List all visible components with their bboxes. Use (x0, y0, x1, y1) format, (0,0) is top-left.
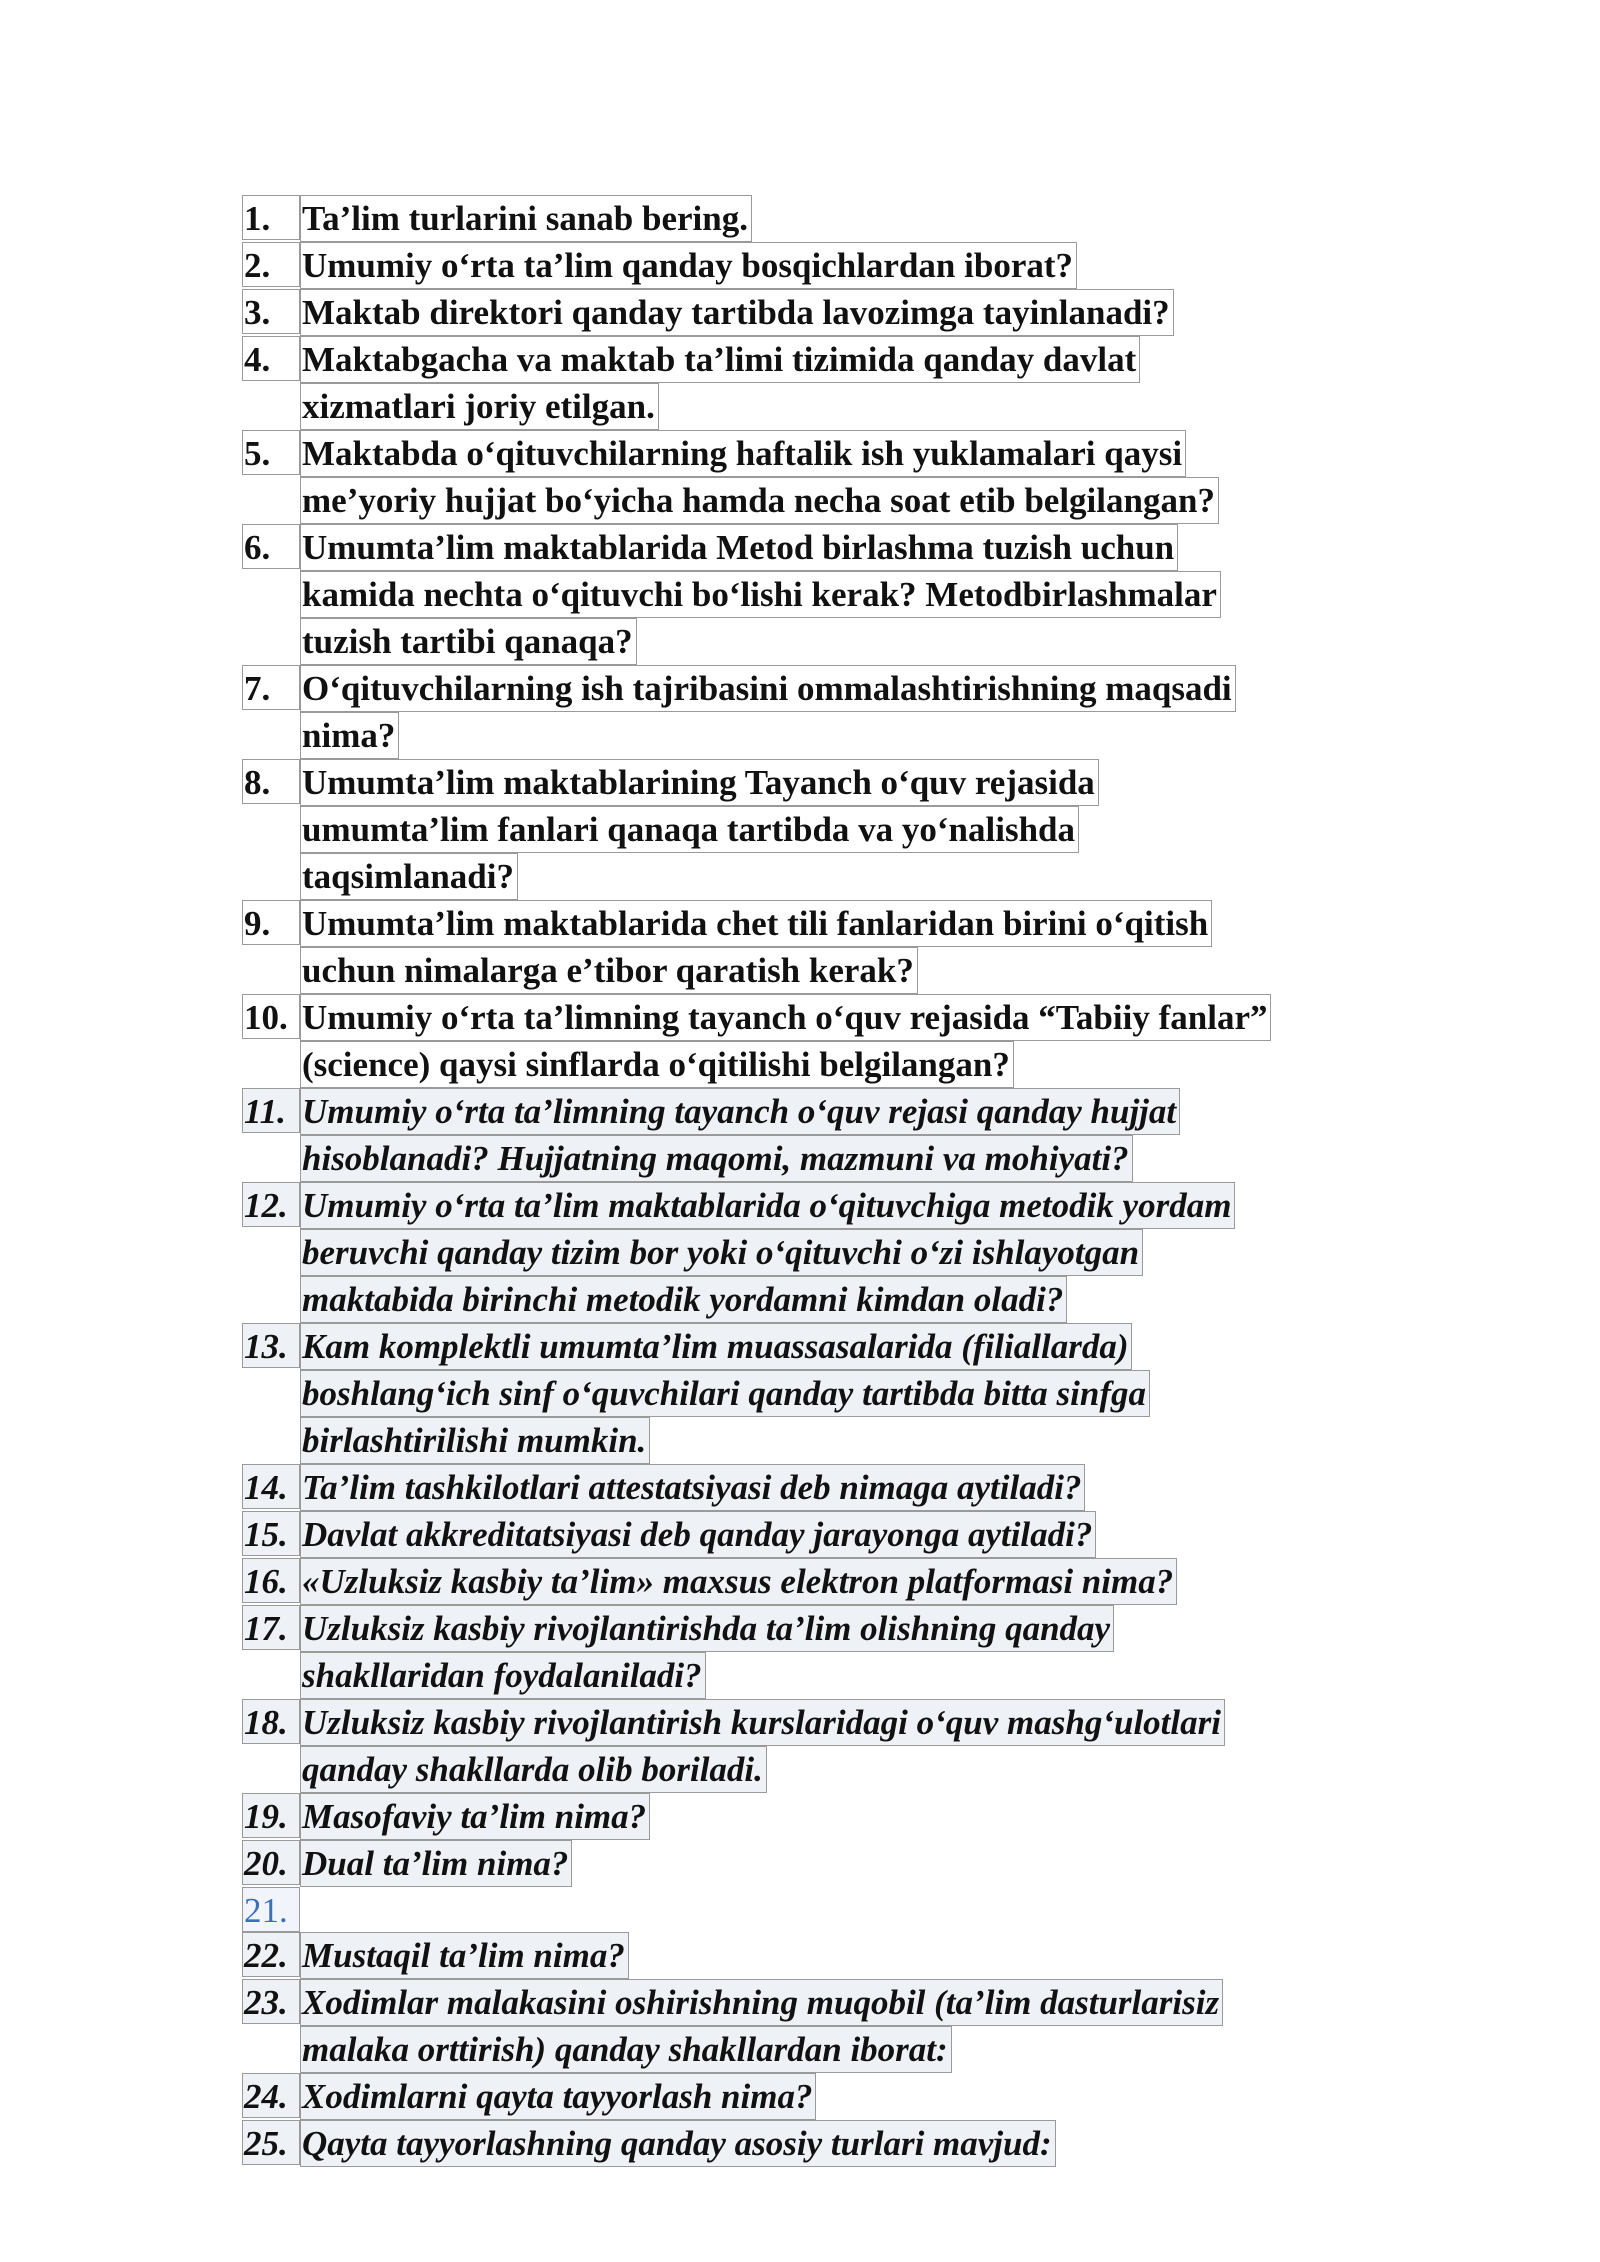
question-number: 14. (242, 1464, 300, 1509)
question-item (242, 665, 1422, 759)
question-item (242, 289, 1422, 336)
question-text (300, 430, 1422, 524)
question-line: Umumta’lim maktablarida chet tili fanlaridan birini o‘qitish (300, 900, 1212, 947)
question-item (242, 430, 1422, 524)
question-text (300, 1793, 1422, 1840)
question-line: shakllaridan foydalaniladi? (300, 1652, 706, 1699)
question-item (242, 994, 1422, 1088)
question-line: hisoblanadi? Hujjatning maqomi, mazmuni va mohiyati? (300, 1135, 1133, 1182)
question-item (242, 1887, 1422, 1932)
question-line: Umumiy o‘rta ta’limning tayanch o‘quv rejasi qanday hujjat (300, 1088, 1180, 1135)
question-text (300, 1323, 1422, 1464)
question-line: Davlat akkreditatsiyasi deb qanday jarayonga aytiladi? (300, 1511, 1096, 1558)
question-number: 25. (242, 2120, 300, 2165)
question-number: 22. (242, 1932, 300, 1977)
question-text (300, 1932, 1422, 1979)
question-text (300, 1979, 1422, 2073)
question-line: me’yoriy hujjat bo‘yicha hamda necha soat etib belgilangan? (300, 477, 1219, 524)
question-item (242, 336, 1422, 430)
question-number: 10. (242, 994, 300, 1039)
question-text (300, 289, 1422, 336)
question-text (300, 900, 1422, 994)
question-item (242, 1511, 1422, 1558)
question-line: Qayta tayyorlashning qanday asosiy turlari mavjud: (300, 2120, 1056, 2167)
question-item (242, 1979, 1422, 2073)
question-text (300, 1699, 1422, 1793)
question-number: 13. (242, 1323, 300, 1368)
question-item (242, 1088, 1422, 1182)
question-line: Mustaqil ta’lim nima? (300, 1932, 629, 1979)
question-item (242, 1464, 1422, 1511)
question-item (242, 1323, 1422, 1464)
question-line: Masofaviy ta’lim nima? (300, 1793, 650, 1840)
question-line: Umumta’lim maktablarida Metod birlashma tuzish uchun (300, 524, 1178, 571)
question-line: maktabida birinchi metodik yordamni kimdan oladi? (300, 1276, 1067, 1323)
question-line: taqsimlanadi? (300, 853, 518, 900)
question-line: Maktabda o‘qituvchilarning haftalik ish yuklamalari qaysi (300, 430, 1186, 477)
question-line: uchun nimalarga e’tibor qaratish kerak? (300, 947, 918, 994)
question-line: (science) qaysi sinflarda o‘qitilishi belgilangan? (300, 1041, 1014, 1088)
question-number: 8. (242, 759, 300, 804)
question-line: Ta’lim turlarini sanab bering. (300, 195, 752, 242)
question-line: Maktab direktori qanday tartibda lavozimga tayinlanadi? (300, 289, 1174, 336)
question-line: Umumiy o‘rta ta’lim maktablarida o‘qituvchiga metodik yordam (300, 1182, 1235, 1229)
question-item (242, 2120, 1422, 2167)
question-text (300, 1182, 1422, 1323)
question-item (242, 524, 1422, 665)
question-line: malaka orttirish) qanday shakllardan iborat: (300, 2026, 952, 2073)
question-number: 20. (242, 1840, 300, 1885)
question-item (242, 2073, 1422, 2120)
question-text (300, 524, 1422, 665)
question-number: 4. (242, 336, 300, 381)
question-line: boshlang‘ich sinf o‘quvchilari qanday tartibda bitta sinfga (300, 1370, 1150, 1417)
question-line: Uzluksiz kasbiy rivojlantirishda ta’lim olishning qanday (300, 1605, 1114, 1652)
question-text (300, 1840, 1422, 1887)
question-number: 18. (242, 1699, 300, 1744)
question-line: Umumiy o‘rta ta’limning tayanch o‘quv rejasida “Tabiiy fanlar” (300, 994, 1271, 1041)
question-text (300, 336, 1422, 430)
question-line: umumta’lim fanlari qanaqa tartibda va yo‘nalishda (300, 806, 1079, 853)
question-line: Xodimlar malakasini oshirishning muqobil (ta’lim dasturlarisiz (300, 1979, 1223, 2026)
question-number: 1. (242, 195, 300, 240)
question-text (300, 195, 1422, 242)
question-number: 15. (242, 1511, 300, 1556)
question-number: 7. (242, 665, 300, 710)
question-text (300, 994, 1422, 1088)
question-number: 5. (242, 430, 300, 475)
question-item (242, 1558, 1422, 1605)
question-line: Umumiy o‘rta ta’lim qanday bosqichlardan iborat? (300, 242, 1077, 289)
question-item (242, 1793, 1422, 1840)
question-text (300, 665, 1422, 759)
question-item (242, 195, 1422, 242)
question-number: 24. (242, 2073, 300, 2118)
question-item (242, 1699, 1422, 1793)
question-number: 16. (242, 1558, 300, 1603)
question-number: 6. (242, 524, 300, 569)
question-line: tuzish tartibi qanaqa? (300, 618, 637, 665)
question-line: Dual ta’lim nima? (300, 1840, 572, 1887)
question-number: 23. (242, 1979, 300, 2024)
question-line: Kam komplektli umumta’lim muassasalarida (filiallarda) (300, 1323, 1132, 1370)
question-item (242, 900, 1422, 994)
question-line: O‘qituvchilarning ish tajribasini ommalashtirishning maqsadi (300, 665, 1236, 712)
question-number: 21. (242, 1887, 300, 1932)
question-item (242, 759, 1422, 900)
question-item (242, 1932, 1422, 1979)
question-text (300, 1558, 1422, 1605)
question-text (300, 1511, 1422, 1558)
question-item (242, 1182, 1422, 1323)
question-line: qanday shakllarda olib boriladi. (300, 1746, 767, 1793)
question-number: 17. (242, 1605, 300, 1650)
question-text (300, 242, 1422, 289)
question-line: xizmatlari joriy etilgan. (300, 383, 659, 430)
question-text (300, 1464, 1422, 1511)
question-line: Umumta’lim maktablarining Tayanch o‘quv rejasida (300, 759, 1099, 806)
question-line: nima? (300, 712, 399, 759)
question-line: birlashtirilishi mumkin. (300, 1417, 650, 1464)
question-line: Ta’lim tashkilotlari attestatsiyasi deb nimaga aytiladi? (300, 1464, 1085, 1511)
question-number: 9. (242, 900, 300, 945)
question-text (300, 759, 1422, 900)
question-number: 11. (242, 1088, 300, 1133)
question-number: 12. (242, 1182, 300, 1227)
question-line: beruvchi qanday tizim bor yoki o‘qituvchi o‘zi ishlayotgan (300, 1229, 1143, 1276)
question-line: kamida nechta o‘qituvchi bo‘lishi kerak? Metodbirlashmalar (300, 571, 1221, 618)
question-number: 3. (242, 289, 300, 334)
question-item (242, 1840, 1422, 1887)
question-item (242, 242, 1422, 289)
question-line: Maktabgacha va maktab ta’limi tizimida qanday davlat (300, 336, 1140, 383)
question-list (242, 195, 1422, 2167)
question-line: Xodimlarni qayta tayyorlash nima? (300, 2073, 816, 2120)
question-text (300, 2073, 1422, 2120)
question-line: Uzluksiz kasbiy rivojlantirish kurslaridagi o‘quv mashg‘ulotlari (300, 1699, 1225, 1746)
question-line: «Uzluksiz kasbiy ta’lim» maxsus elektron platformasi nima? (300, 1558, 1177, 1605)
question-number: 2. (242, 242, 300, 287)
question-text (300, 2120, 1422, 2167)
question-item (242, 1605, 1422, 1699)
question-text (300, 1088, 1422, 1182)
question-number: 19. (242, 1793, 300, 1838)
question-text (300, 1605, 1422, 1699)
